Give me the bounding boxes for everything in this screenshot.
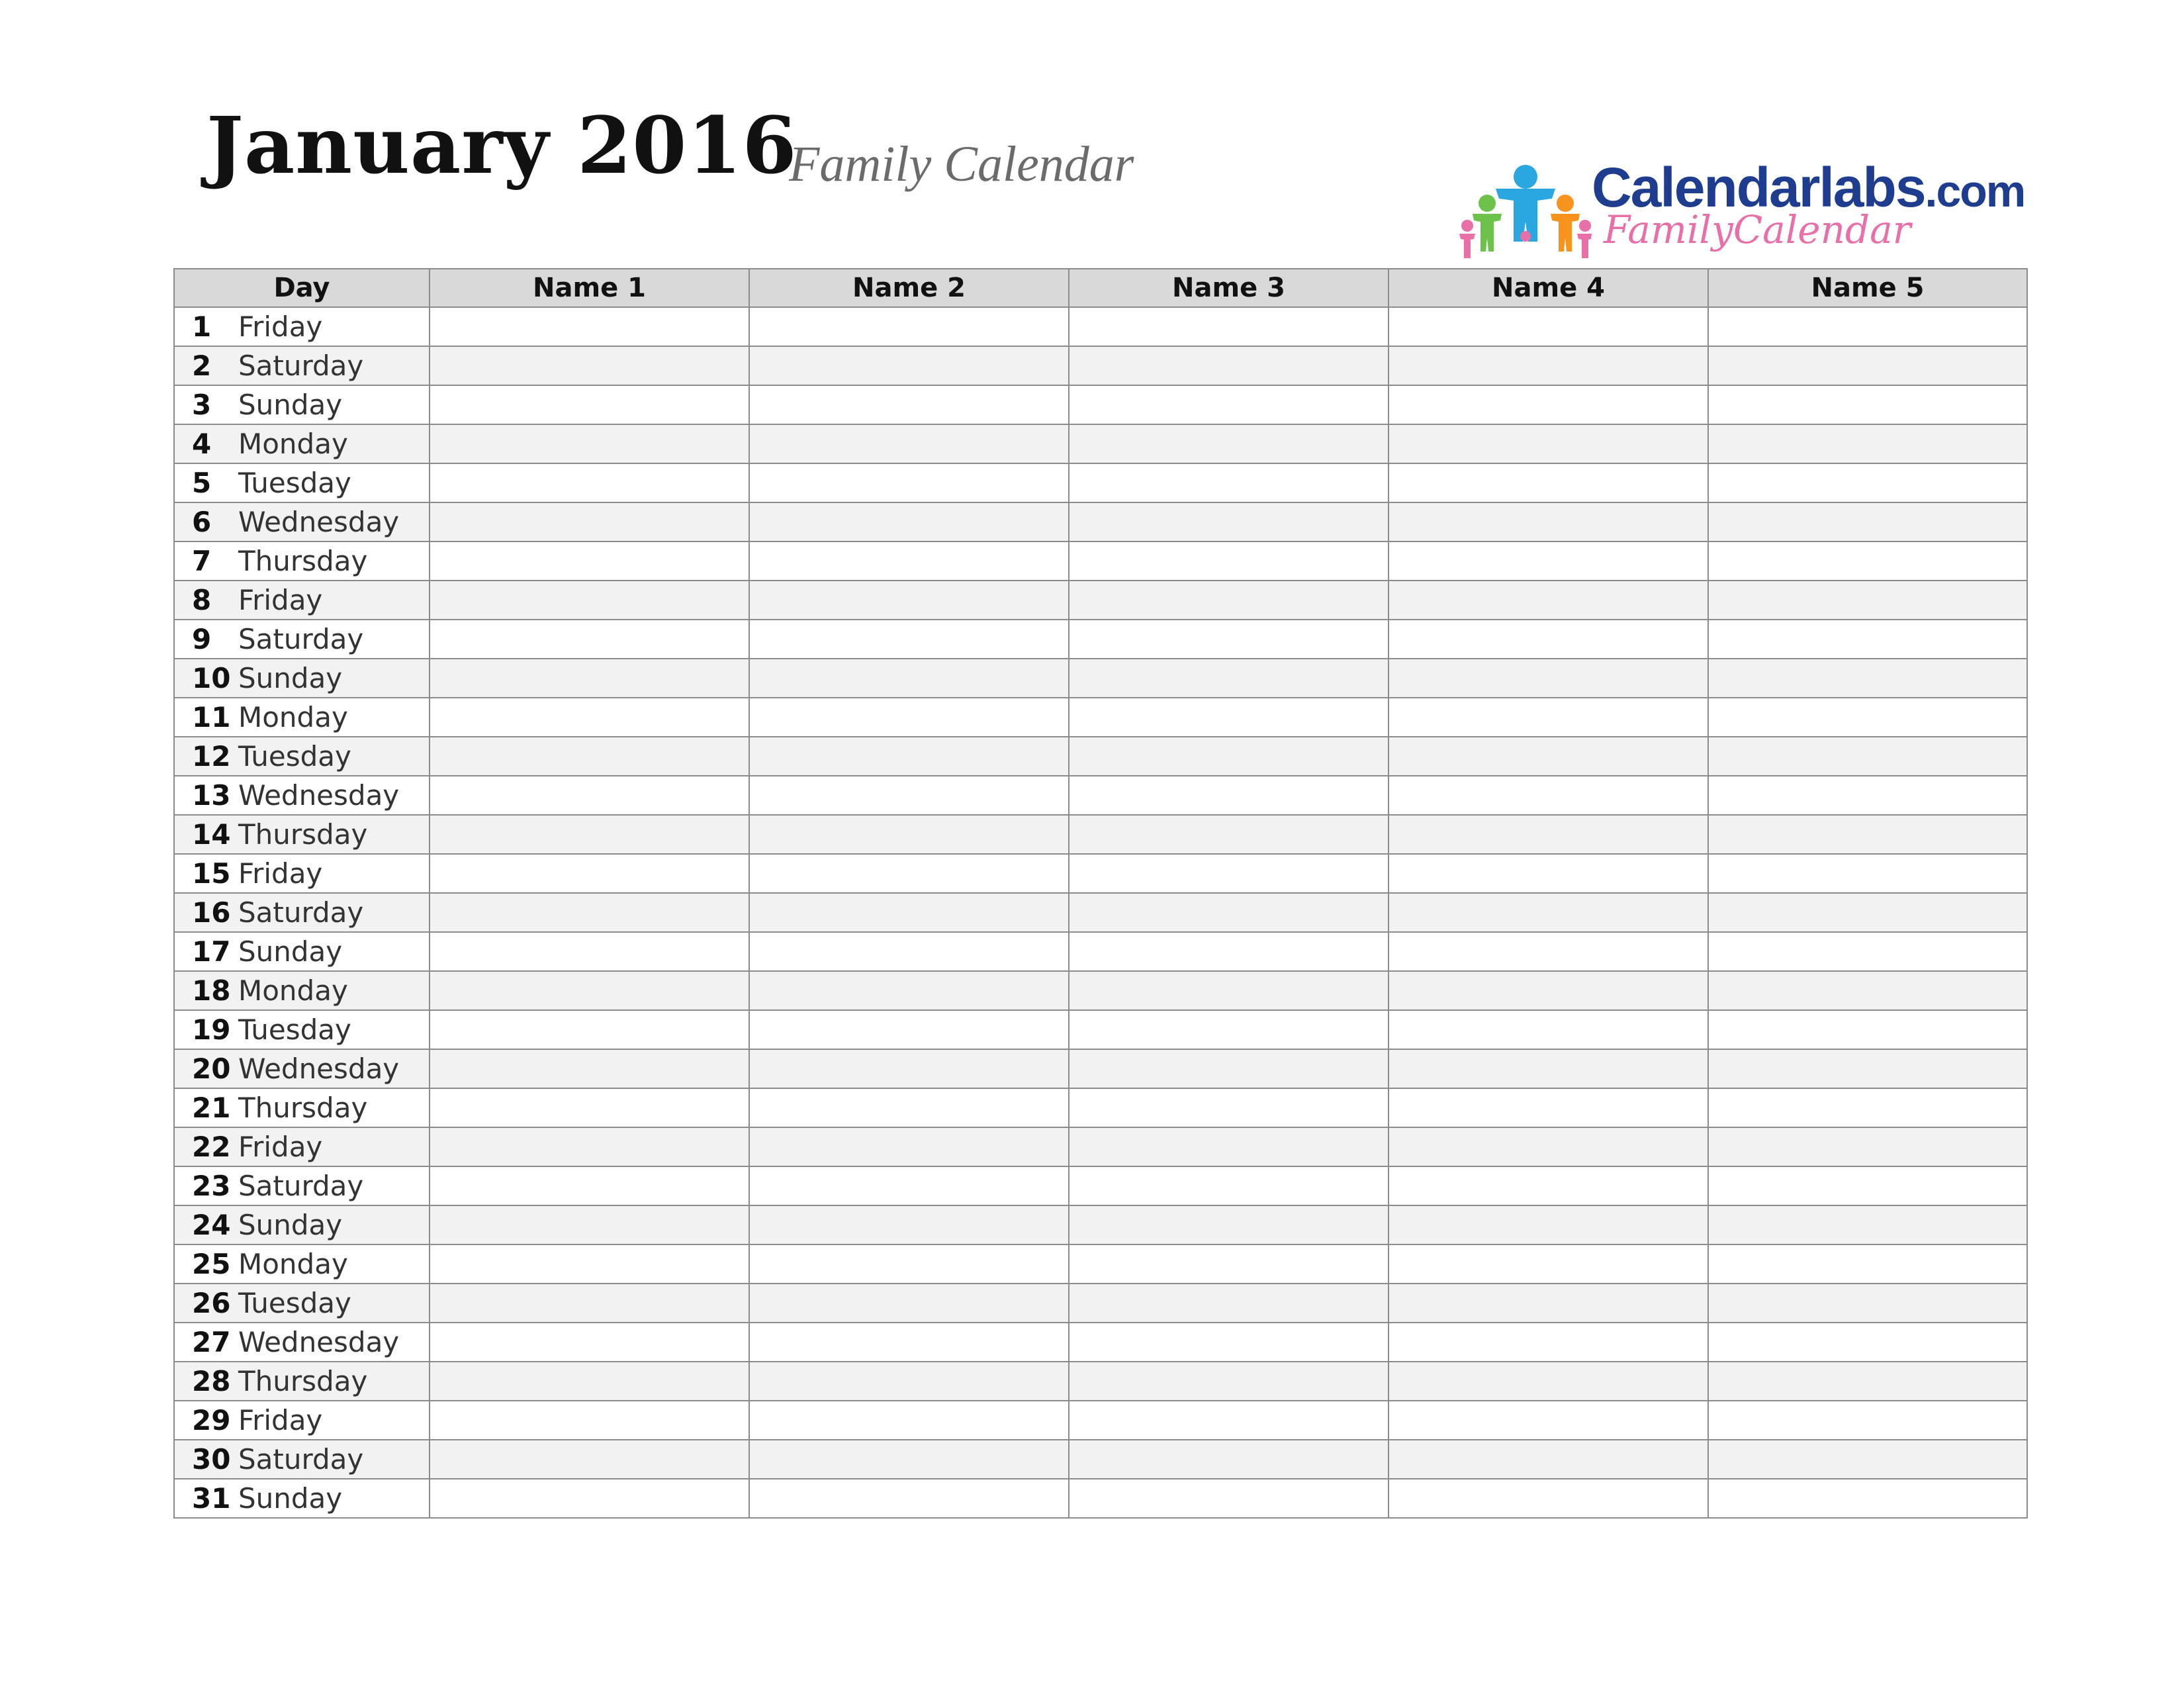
entry-cell-name-2[interactable] — [749, 815, 1069, 854]
entry-cell-name-2[interactable] — [749, 1401, 1069, 1440]
entry-cell-name-4[interactable] — [1388, 307, 1708, 346]
logo-brand-text: Calendarlabs.com — [1592, 156, 2025, 218]
day-number: 4 — [192, 428, 212, 460]
entry-cell-name-3[interactable] — [1069, 1010, 1388, 1049]
day-cell — [174, 815, 430, 854]
weekday-name: Monday — [238, 428, 348, 460]
table-row — [174, 1205, 2027, 1244]
entry-cell-name-5[interactable] — [1708, 971, 2027, 1010]
entry-cell-name-1[interactable] — [430, 581, 749, 620]
entry-cell-name-4[interactable] — [1388, 463, 1708, 502]
entry-cell-name-1[interactable] — [430, 620, 749, 659]
entry-cell-name-4[interactable] — [1388, 932, 1708, 971]
day-number: 6 — [192, 506, 212, 538]
day-cell — [174, 463, 430, 502]
entry-cell-name-3[interactable] — [1069, 932, 1388, 971]
weekday-name: Wednesday — [238, 1326, 400, 1358]
table-row — [174, 659, 2027, 698]
weekday-name: Sunday — [238, 389, 343, 421]
table-row — [174, 1049, 2027, 1088]
entry-cell-name-1[interactable] — [430, 971, 749, 1010]
entry-cell-name-1[interactable] — [430, 932, 749, 971]
weekday-name: Saturday — [238, 1170, 364, 1202]
entry-cell-name-1[interactable] — [430, 737, 749, 776]
entry-cell-name-2[interactable] — [749, 346, 1069, 385]
entry-cell-name-4[interactable] — [1388, 541, 1708, 581]
entry-cell-name-1[interactable] — [430, 424, 749, 463]
entry-cell-name-2[interactable] — [749, 502, 1069, 541]
table-row — [174, 1323, 2027, 1362]
entry-cell-name-3[interactable] — [1069, 1088, 1388, 1127]
column-header-name-2: Name 2 — [749, 269, 1069, 307]
day-number: 29 — [192, 1404, 231, 1436]
entry-cell-name-1[interactable] — [430, 1166, 749, 1205]
table-row — [174, 581, 2027, 620]
entry-cell-name-2[interactable] — [749, 971, 1069, 1010]
weekday-name: Sunday — [238, 1209, 343, 1241]
entry-cell-name-3[interactable] — [1069, 424, 1388, 463]
weekday-name: Friday — [238, 584, 323, 616]
day-cell — [174, 698, 430, 737]
entry-cell-name-3[interactable] — [1069, 385, 1388, 424]
day-cell — [174, 346, 430, 385]
entry-cell-name-3[interactable] — [1069, 463, 1388, 502]
entry-cell-name-3[interactable] — [1069, 971, 1388, 1010]
entry-cell-name-4[interactable] — [1388, 1244, 1708, 1284]
day-number: 23 — [192, 1170, 231, 1202]
weekday-name: Thursday — [238, 1365, 368, 1397]
day-number: 13 — [192, 779, 231, 812]
entry-cell-name-4[interactable] — [1388, 776, 1708, 815]
entry-cell-name-1[interactable] — [430, 659, 749, 698]
day-cell — [174, 620, 430, 659]
column-header-name-4: Name 4 — [1388, 269, 1708, 307]
day-number: 19 — [192, 1013, 231, 1046]
day-number: 12 — [192, 740, 231, 773]
day-number: 16 — [192, 896, 231, 929]
day-cell — [174, 776, 430, 815]
entry-cell-name-3[interactable] — [1069, 1401, 1388, 1440]
entry-cell-name-3[interactable] — [1069, 502, 1388, 541]
weekday-name: Tuesday — [238, 740, 351, 773]
entry-cell-name-4[interactable] — [1388, 1401, 1708, 1440]
table-row — [174, 1440, 2027, 1479]
entry-cell-name-1[interactable] — [430, 385, 749, 424]
day-cell — [174, 659, 430, 698]
entry-cell-name-1[interactable] — [430, 1049, 749, 1088]
weekday-name: Sunday — [238, 662, 343, 694]
entry-cell-name-3[interactable] — [1069, 307, 1388, 346]
day-cell — [174, 581, 430, 620]
day-number: 27 — [192, 1326, 231, 1358]
entry-cell-name-2[interactable] — [749, 1088, 1069, 1127]
table-row — [174, 502, 2027, 541]
entry-cell-name-4[interactable] — [1388, 1127, 1708, 1166]
entry-cell-name-3[interactable] — [1069, 1244, 1388, 1284]
entry-cell-name-3[interactable] — [1069, 1323, 1388, 1362]
day-cell — [174, 385, 430, 424]
entry-cell-name-1[interactable] — [430, 1088, 749, 1127]
day-cell — [174, 737, 430, 776]
family-calendar-table — [173, 268, 2028, 1519]
entry-cell-name-3[interactable] — [1069, 893, 1388, 932]
entry-cell-name-4[interactable] — [1388, 893, 1708, 932]
day-number: 28 — [192, 1365, 231, 1397]
column-header-name-5: Name 5 — [1708, 269, 2027, 307]
entry-cell-name-2[interactable] — [749, 1479, 1069, 1518]
day-number: 26 — [192, 1287, 231, 1319]
entry-cell-name-1[interactable] — [430, 1010, 749, 1049]
entry-cell-name-5[interactable] — [1708, 385, 2027, 424]
table-row — [174, 1284, 2027, 1323]
entry-cell-name-2[interactable] — [749, 620, 1069, 659]
table-row — [174, 854, 2027, 893]
table-row — [174, 463, 2027, 502]
entry-cell-name-4[interactable] — [1388, 424, 1708, 463]
entry-cell-name-2[interactable] — [749, 1049, 1069, 1088]
entry-cell-name-2[interactable] — [749, 1205, 1069, 1244]
entry-cell-name-1[interactable] — [430, 1362, 749, 1401]
entry-cell-name-3[interactable] — [1069, 1362, 1388, 1401]
table-row — [174, 346, 2027, 385]
entry-cell-name-5[interactable] — [1708, 854, 2027, 893]
entry-cell-name-3[interactable] — [1069, 346, 1388, 385]
day-cell — [174, 307, 430, 346]
entry-cell-name-5[interactable] — [1708, 541, 2027, 581]
entry-cell-name-3[interactable] — [1069, 1284, 1388, 1323]
entry-cell-name-5[interactable] — [1708, 346, 2027, 385]
entry-cell-name-4[interactable] — [1388, 346, 1708, 385]
entry-cell-name-5[interactable] — [1708, 620, 2027, 659]
weekday-name: Saturday — [238, 623, 364, 655]
weekday-name: Tuesday — [238, 1013, 351, 1046]
entry-cell-name-4[interactable] — [1388, 502, 1708, 541]
entry-cell-name-1[interactable] — [430, 1479, 749, 1518]
entry-cell-name-5[interactable] — [1708, 307, 2027, 346]
entry-cell-name-2[interactable] — [749, 1127, 1069, 1166]
day-cell — [174, 1479, 430, 1518]
entry-cell-name-5[interactable] — [1708, 1010, 2027, 1049]
table-row — [174, 307, 2027, 346]
table-row — [174, 1127, 2027, 1166]
entry-cell-name-2[interactable] — [749, 932, 1069, 971]
table-row — [174, 1166, 2027, 1205]
weekday-name: Tuesday — [238, 467, 351, 499]
entry-cell-name-1[interactable] — [430, 893, 749, 932]
entry-cell-name-2[interactable] — [749, 659, 1069, 698]
weekday-name: Thursday — [238, 818, 368, 851]
entry-cell-name-4[interactable] — [1388, 620, 1708, 659]
table-row — [174, 1088, 2027, 1127]
entry-cell-name-1[interactable] — [430, 541, 749, 581]
day-number: 30 — [192, 1443, 231, 1476]
day-cell — [174, 1088, 430, 1127]
day-number: 11 — [192, 701, 231, 733]
entry-cell-name-4[interactable] — [1388, 971, 1708, 1010]
entry-cell-name-5[interactable] — [1708, 893, 2027, 932]
table-row — [174, 893, 2027, 932]
weekday-name: Thursday — [238, 1092, 368, 1124]
entry-cell-name-2[interactable] — [749, 854, 1069, 893]
day-number: 31 — [192, 1482, 231, 1515]
day-cell — [174, 1362, 430, 1401]
entry-cell-name-2[interactable] — [749, 1166, 1069, 1205]
entry-cell-name-5[interactable] — [1708, 502, 2027, 541]
entry-cell-name-2[interactable] — [749, 463, 1069, 502]
entry-cell-name-4[interactable] — [1388, 659, 1708, 698]
logo-tagline: FamilyCalendar — [1604, 207, 1911, 252]
table-body — [174, 307, 2027, 1518]
weekday-name: Wednesday — [238, 779, 400, 812]
entry-cell-name-5[interactable] — [1708, 1284, 2027, 1323]
entry-cell-name-4[interactable] — [1388, 1284, 1708, 1323]
weekday-name: Saturday — [238, 896, 364, 929]
page-subtitle: Family Calendar — [789, 136, 1134, 192]
weekday-name: Friday — [238, 857, 323, 890]
entry-cell-name-2[interactable] — [749, 1440, 1069, 1479]
entry-cell-name-2[interactable] — [749, 737, 1069, 776]
column-header-day: Day — [174, 269, 430, 307]
day-number: 1 — [192, 310, 212, 343]
entry-cell-name-4[interactable] — [1388, 1010, 1708, 1049]
weekday-name: Friday — [238, 1131, 323, 1163]
entry-cell-name-4[interactable] — [1388, 1479, 1708, 1518]
weekday-name: Wednesday — [238, 1053, 400, 1085]
entry-cell-name-1[interactable] — [430, 1284, 749, 1323]
entry-cell-name-2[interactable] — [749, 1362, 1069, 1401]
weekday-name: Tuesday — [238, 1287, 351, 1319]
entry-cell-name-1[interactable] — [430, 463, 749, 502]
day-cell — [174, 893, 430, 932]
entry-cell-name-2[interactable] — [749, 1010, 1069, 1049]
day-number: 14 — [192, 818, 231, 851]
day-cell — [174, 1440, 430, 1479]
day-cell — [174, 1166, 430, 1205]
weekday-name: Friday — [238, 310, 323, 343]
entry-cell-name-4[interactable] — [1388, 698, 1708, 737]
entry-cell-name-3[interactable] — [1069, 854, 1388, 893]
table-row — [174, 776, 2027, 815]
day-number: 2 — [192, 350, 212, 382]
day-number: 17 — [192, 935, 231, 968]
entry-cell-name-5[interactable] — [1708, 1479, 2027, 1518]
column-header-name-3: Name 3 — [1069, 269, 1388, 307]
entry-cell-name-1[interactable] — [430, 1440, 749, 1479]
entry-cell-name-5[interactable] — [1708, 1323, 2027, 1362]
entry-cell-name-5[interactable] — [1708, 1440, 2027, 1479]
entry-cell-name-5[interactable] — [1708, 659, 2027, 698]
entry-cell-name-3[interactable] — [1069, 776, 1388, 815]
entry-cell-name-4[interactable] — [1388, 1088, 1708, 1127]
entry-cell-name-1[interactable] — [430, 815, 749, 854]
entry-cell-name-2[interactable] — [749, 424, 1069, 463]
entry-cell-name-1[interactable] — [430, 307, 749, 346]
weekday-name: Thursday — [238, 545, 368, 577]
table-row — [174, 424, 2027, 463]
table-row — [174, 1244, 2027, 1284]
entry-cell-name-5[interactable] — [1708, 1049, 2027, 1088]
table-row — [174, 1479, 2027, 1518]
day-cell — [174, 1127, 430, 1166]
table-row — [174, 698, 2027, 737]
entry-cell-name-4[interactable] — [1388, 815, 1708, 854]
calendarlabs-logo[interactable] — [1459, 156, 2025, 271]
entry-cell-name-5[interactable] — [1708, 1088, 2027, 1127]
day-cell — [174, 1323, 430, 1362]
day-number: 22 — [192, 1131, 231, 1163]
entry-cell-name-5[interactable] — [1708, 1166, 2027, 1205]
entry-cell-name-3[interactable] — [1069, 1205, 1388, 1244]
entry-cell-name-4[interactable] — [1388, 1440, 1708, 1479]
weekday-name: Monday — [238, 1248, 348, 1280]
entry-cell-name-1[interactable] — [430, 1205, 749, 1244]
entry-cell-name-2[interactable] — [749, 1244, 1069, 1284]
day-cell — [174, 424, 430, 463]
day-cell — [174, 971, 430, 1010]
weekday-name: Monday — [238, 701, 348, 733]
entry-cell-name-4[interactable] — [1388, 854, 1708, 893]
entry-cell-name-5[interactable] — [1708, 815, 2027, 854]
entry-cell-name-1[interactable] — [430, 502, 749, 541]
entry-cell-name-4[interactable] — [1388, 385, 1708, 424]
table-row — [174, 385, 2027, 424]
entry-cell-name-5[interactable] — [1708, 463, 2027, 502]
entry-cell-name-2[interactable] — [749, 1284, 1069, 1323]
entry-cell-name-2[interactable] — [749, 1323, 1069, 1362]
day-number: 25 — [192, 1248, 231, 1280]
entry-cell-name-1[interactable] — [430, 1127, 749, 1166]
table-row — [174, 1362, 2027, 1401]
table-row — [174, 1401, 2027, 1440]
entry-cell-name-2[interactable] — [749, 307, 1069, 346]
entry-cell-name-3[interactable] — [1069, 1166, 1388, 1205]
weekday-name: Saturday — [238, 350, 364, 382]
entry-cell-name-3[interactable] — [1069, 581, 1388, 620]
day-cell — [174, 1244, 430, 1284]
day-number: 20 — [192, 1053, 231, 1085]
table-row — [174, 620, 2027, 659]
entry-cell-name-1[interactable] — [430, 1244, 749, 1284]
table-row — [174, 737, 2027, 776]
entry-cell-name-2[interactable] — [749, 581, 1069, 620]
table-row — [174, 541, 2027, 581]
table-row — [174, 815, 2027, 854]
entry-cell-name-5[interactable] — [1708, 581, 2027, 620]
entry-cell-name-5[interactable] — [1708, 1127, 2027, 1166]
entry-cell-name-4[interactable] — [1388, 1362, 1708, 1401]
entry-cell-name-1[interactable] — [430, 1401, 749, 1440]
entry-cell-name-5[interactable] — [1708, 424, 2027, 463]
table-row — [174, 1010, 2027, 1049]
entry-cell-name-3[interactable] — [1069, 1049, 1388, 1088]
entry-cell-name-3[interactable] — [1069, 1479, 1388, 1518]
entry-cell-name-4[interactable] — [1388, 737, 1708, 776]
day-cell — [174, 502, 430, 541]
column-header-name-1: Name 1 — [430, 269, 749, 307]
entry-cell-name-2[interactable] — [749, 776, 1069, 815]
entry-cell-name-1[interactable] — [430, 776, 749, 815]
day-cell — [174, 1284, 430, 1323]
entry-cell-name-5[interactable] — [1708, 776, 2027, 815]
entry-cell-name-3[interactable] — [1069, 1127, 1388, 1166]
entry-cell-name-1[interactable] — [430, 346, 749, 385]
day-number: 5 — [192, 467, 212, 499]
weekday-name: Friday — [238, 1404, 323, 1436]
day-cell — [174, 1049, 430, 1088]
entry-cell-name-2[interactable] — [749, 541, 1069, 581]
entry-cell-name-4[interactable] — [1388, 581, 1708, 620]
day-cell — [174, 1010, 430, 1049]
day-cell — [174, 1401, 430, 1440]
weekday-name: Sunday — [238, 1482, 343, 1515]
entry-cell-name-3[interactable] — [1069, 698, 1388, 737]
entry-cell-name-5[interactable] — [1708, 1244, 2027, 1284]
entry-cell-name-3[interactable] — [1069, 659, 1388, 698]
weekday-name: Saturday — [238, 1443, 364, 1476]
entry-cell-name-5[interactable] — [1708, 1362, 2027, 1401]
day-number: 8 — [192, 584, 212, 616]
entry-cell-name-4[interactable] — [1388, 1166, 1708, 1205]
entry-cell-name-3[interactable] — [1069, 541, 1388, 581]
weekday-name: Sunday — [238, 935, 343, 968]
day-number: 15 — [192, 857, 231, 890]
family-people-icon — [1459, 162, 1592, 261]
day-cell — [174, 1205, 430, 1244]
day-number: 24 — [192, 1209, 231, 1241]
entry-cell-name-5[interactable] — [1708, 1401, 2027, 1440]
entry-cell-name-3[interactable] — [1069, 737, 1388, 776]
entry-cell-name-5[interactable] — [1708, 932, 2027, 971]
entry-cell-name-2[interactable] — [749, 893, 1069, 932]
entry-cell-name-4[interactable] — [1388, 1205, 1708, 1244]
table-row — [174, 932, 2027, 971]
weekday-name: Monday — [238, 974, 348, 1007]
page-title: January 2016 — [206, 99, 797, 191]
day-number: 18 — [192, 974, 231, 1007]
entry-cell-name-4[interactable] — [1388, 1049, 1708, 1088]
entry-cell-name-3[interactable] — [1069, 1440, 1388, 1479]
day-number: 21 — [192, 1092, 231, 1124]
table-row — [174, 971, 2027, 1010]
day-cell — [174, 854, 430, 893]
table-header-row — [174, 269, 2027, 307]
day-cell — [174, 932, 430, 971]
entry-cell-name-1[interactable] — [430, 854, 749, 893]
entry-cell-name-1[interactable] — [430, 698, 749, 737]
entry-cell-name-5[interactable] — [1708, 737, 2027, 776]
day-number: 10 — [192, 662, 231, 694]
entry-cell-name-5[interactable] — [1708, 698, 2027, 737]
entry-cell-name-1[interactable] — [430, 1323, 749, 1362]
weekday-name: Wednesday — [238, 506, 400, 538]
entry-cell-name-2[interactable] — [749, 698, 1069, 737]
day-number: 9 — [192, 623, 212, 655]
day-number: 3 — [192, 389, 212, 421]
entry-cell-name-3[interactable] — [1069, 620, 1388, 659]
entry-cell-name-4[interactable] — [1388, 1323, 1708, 1362]
entry-cell-name-3[interactable] — [1069, 815, 1388, 854]
day-cell — [174, 541, 430, 581]
entry-cell-name-5[interactable] — [1708, 1205, 2027, 1244]
entry-cell-name-2[interactable] — [749, 385, 1069, 424]
day-number: 7 — [192, 545, 212, 577]
